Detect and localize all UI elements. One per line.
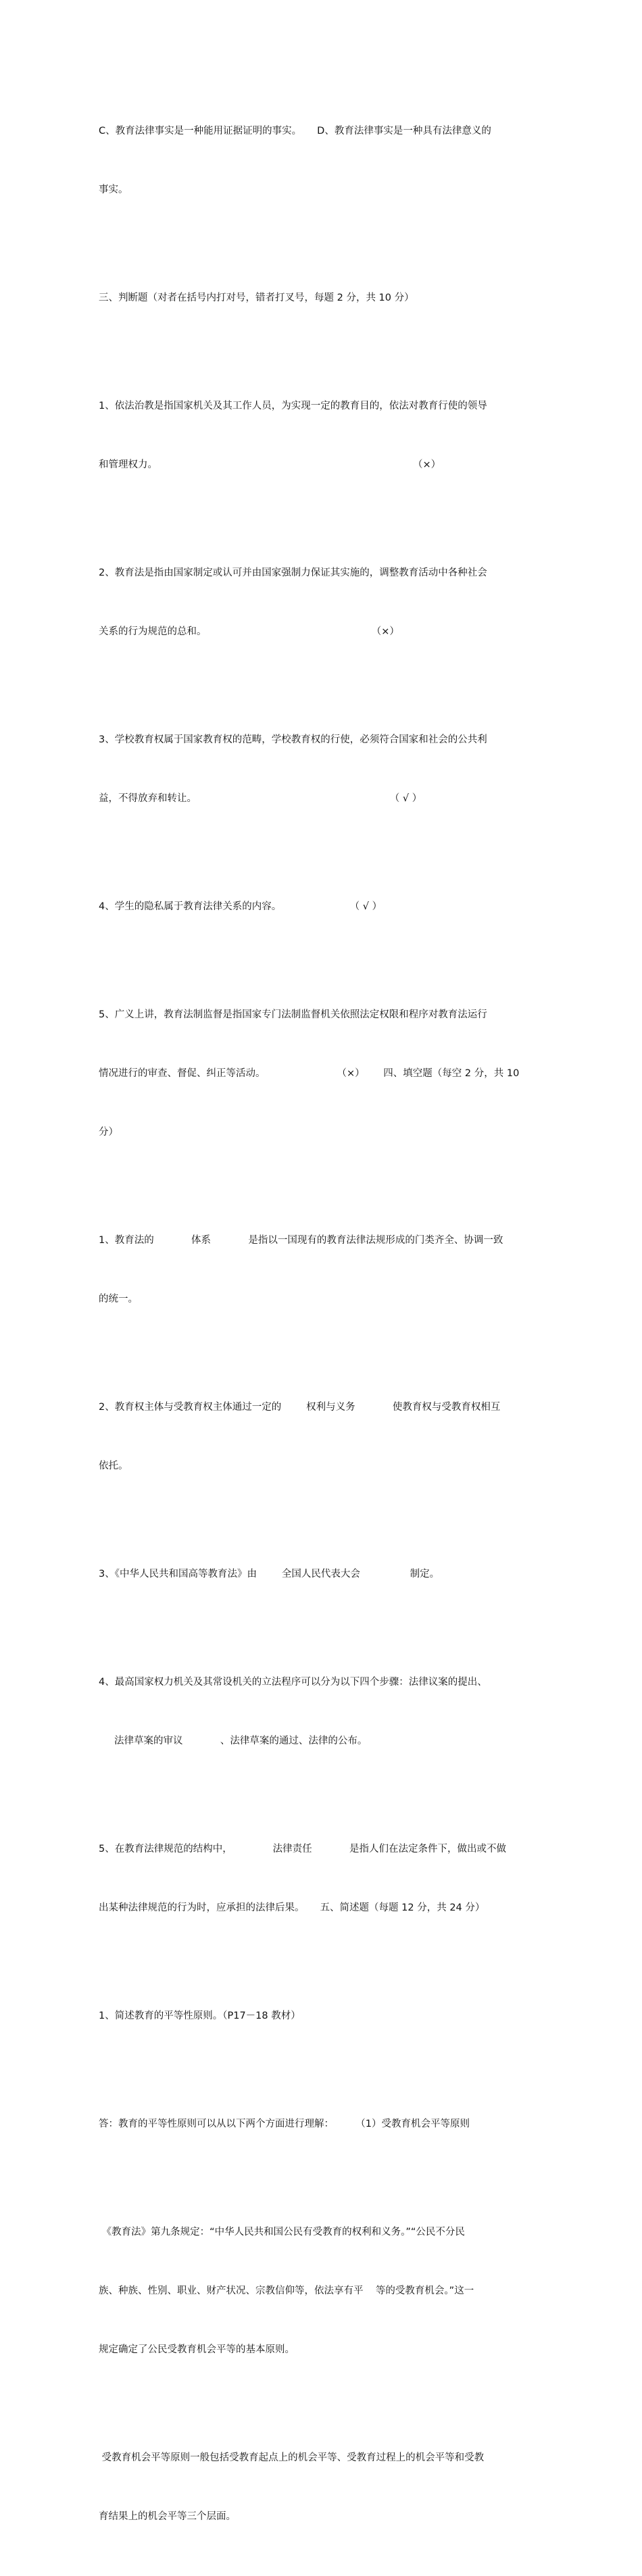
fill-blank-item-3 [99,1525,546,1623]
fill-blank-item-4 [99,1634,546,1790]
text-line: 的统一。 [99,1294,138,1305]
text-line: 益，不得放弃和转让。 （ √ ） [99,793,422,804]
true-false-item-5 [99,966,546,1182]
fill-blank-item-1 [99,1192,546,1348]
text-line: 4、最高国家权力机关及其常设机关的立法程序可以分为以下四个步骤：法律议案的提出、 [99,1677,487,1688]
text-line: 2、教育法是指由国家制定或认可并由国家强制力保证其实施的，调整教育活动中各种社会 [99,567,487,578]
true-false-item-2 [99,524,546,681]
text-line: 1、教育法的 体系 是指以一国现有的教育法律法规形成的门类齐全、协调一致 [99,1235,503,1246]
text-line: 5、在教育法律规范的结构中， 法律责任 是指人们在法定条件下，做出或不做 [99,1844,506,1854]
text-line: 事实。 [99,184,128,195]
text-line: C、教育法律事实是一种能用证据证明的事实。 D、教育法律事实是一种具有法律意义的 [99,126,491,136]
text-line: 4、学生的隐私属于教育法律关系的内容。 （ √ ） [99,901,382,912]
true-false-item-1 [99,357,546,514]
answer-intro [99,2075,546,2173]
text-line: 2、教育权主体与受教育权主体通过一定的 权利与义务 使教育权与受教育权相互 [99,1402,501,1413]
text-line: 分） [99,1127,118,1138]
text-line: 受教育机会平等原则一般包括受教育起点上的机会平等、受教育过程上的机会平等和受教 [99,2452,485,2463]
text-line: 《教育法》第九条规定：“中华人民共和国公民有受教育的权利和义务。”“公民不分民 [99,2227,465,2238]
text-line: 三、判断题（对者在括号内打对号，错者打叉号，每题 2 分，共 10 分） [99,293,414,303]
answer-paragraph-1 [99,2183,546,2399]
text-line: 关系的行为规范的总和。 （×） [99,626,399,637]
fill-blank-item-2 [99,1359,546,1515]
document-page [99,82,546,2576]
text-line: 3、学校教育权属于国家教育权的范畴，学校教育权的行使，必须符合国家和社会的公共利 [99,734,487,745]
answer-paragraph-2 [99,2409,546,2566]
text-line: 族、种族、性别、职业、财产状况、宗教信仰等，依法享有平 等的受教育机会。”这一 [99,2285,474,2296]
text-line: 规定确定了公民受教育机会平等的基本原则。 [99,2344,295,2355]
essay-question-1 [99,1967,546,2065]
text-line: 5、广义上讲，教育法制监督是指国家专门法制监督机关依照法定权限和程序对教育法运行 [99,1009,487,1020]
section-heading-true-false [99,249,546,347]
text-line: 1、依法治教是指国家机关及其工作人员，为实现一定的教育目的，依法对教育行使的领导 [99,401,487,411]
true-false-item-4 [99,858,546,956]
fill-blank-item-5 [99,1800,546,1957]
true-false-item-3 [99,691,546,848]
choice-option-cd [99,82,546,239]
text-line: 出某种法律规范的行为时，应承担的法律后果。 五、简述题（每题 12 分，共 24 分） [99,1902,485,1913]
text-line: 1、简述教育的平等性原则。（P17－18 教材） [99,2011,301,2021]
text-line: 答：教育的平等性原则可以从以下两个方面进行理解： （1）受教育机会平等原则 [99,2119,470,2129]
text-line: 育结果上的机会平等三个层面。 [99,2511,236,2522]
text-line: 情况进行的审查、督促、纠正等活动。 （×） 四、填空题（每空 2 分，共 10 [99,1068,520,1079]
text-line: 法律草案的审议 、法律草案的通过、法律的公布。 [99,1736,368,1746]
text-line: 3、《中华人民共和国高等教育法》由 全国人民代表大会 制定。 [99,1569,440,1580]
text-line: 和管理权力。 （×） [99,459,441,470]
text-line: 依托。 [99,1461,128,1471]
